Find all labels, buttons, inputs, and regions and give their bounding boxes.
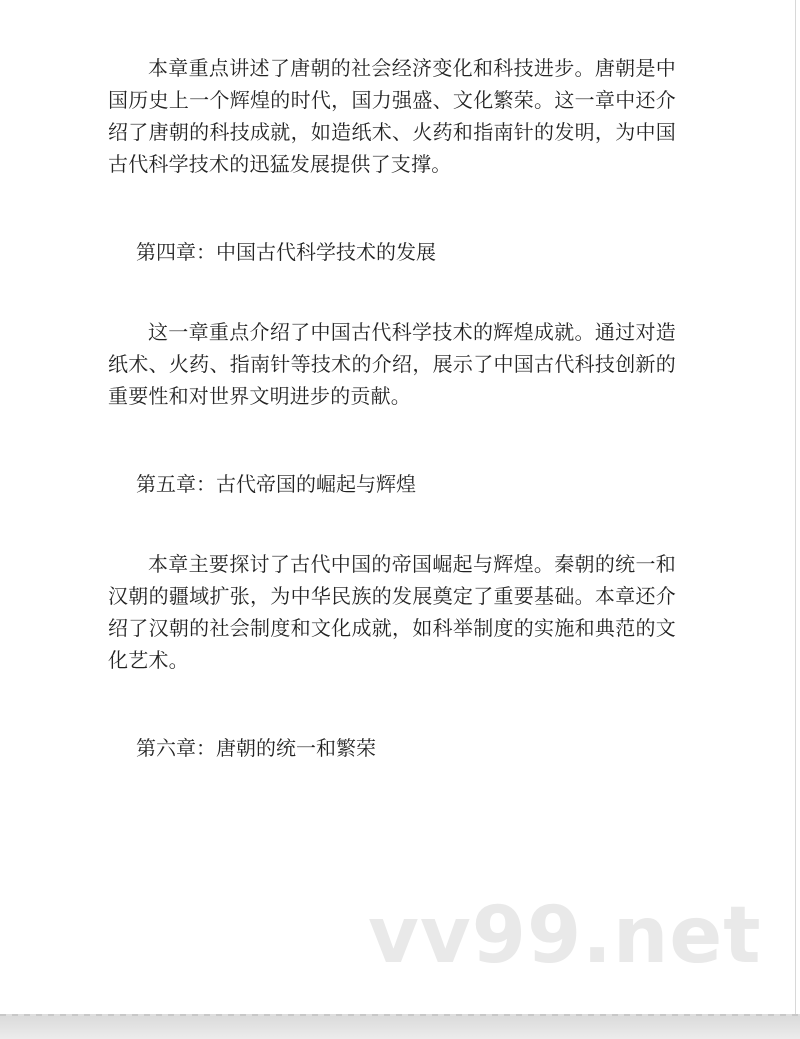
paragraph-ancient-science: 这一章重点介绍了中国古代科学技术的辉煌成就。通过对造纸术、火药、指南针等技术的介绍，展示了中国古代科技创新的重要性和对世界文明进步的贡献。 [108,320,676,408]
paragraph-tang-economy-science: 本章重点讲述了唐朝的社会经济变化和科技进步。唐朝是中国历史上一个辉煌的时代，国力强盛、文化繁荣。这一章中还介绍了唐朝的科技成就，如造纸术、火药和指南针的发明，为中国古代科学技术的迅猛发展提供了支撑。 [108,56,676,176]
chapter-heading-6: 第六章：唐朝的统一和繁荣 [136,736,376,760]
page-bottom-edge [0,1014,800,1039]
spacer [108,180,676,236]
chapter-heading-5: 第五章：古代帝国的崛起与辉煌 [136,472,416,496]
spacer [108,268,676,316]
paragraph-empire-rise: 本章主要探讨了古代中国的帝国崛起与辉煌。秦朝的统一和汉朝的疆域扩张，为中华民族的发展奠定了重要基础。本章还介绍了汉朝的社会制度和文化成就，如科举制度的实施和典范的文化艺术。 [108,552,676,672]
spacer [108,676,676,732]
document-content [108,52,676,764]
watermark-logo: vv99.net [368,891,762,981]
spacer [108,500,676,548]
chapter-heading-4: 第四章：中国古代科学技术的发展 [136,240,436,264]
spacer [108,412,676,468]
